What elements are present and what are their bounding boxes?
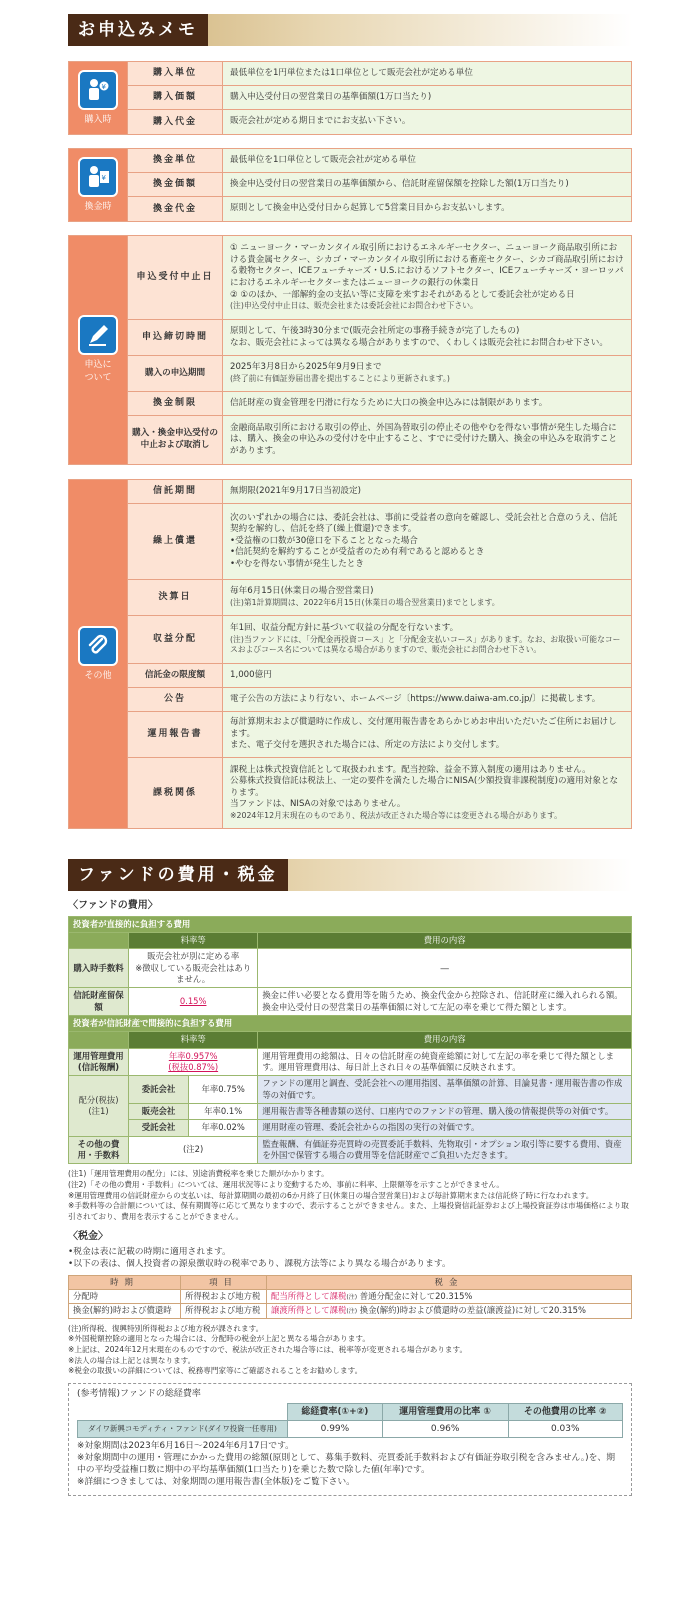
apply-block <box>68 235 632 465</box>
other-side: その他 <box>69 480 127 828</box>
section-header-fees <box>68 859 632 891</box>
table-row: 繰上償還 次のいずれかの場合には、委託会社は、事前に受益者の意向を確認し、受託会社と合意のうえ、信託契約を解約し、信託を終了(繰上償還)できます。 •受益権の口数が30億口を下ることとなった場合 •信託契約を解約することが受益者のため有利であると認めるとき •やむを得ない事情が発生したとき <box>127 504 631 580</box>
pen-icon <box>78 315 118 355</box>
svg-text:¥: ¥ <box>101 173 106 182</box>
tax-heading: 〈税金〉 <box>68 1231 108 1243</box>
table-row: 運用報告書 毎計算期末および償還時に作成し、交付運用報告書をあらかじめお申出いただいたご住所にお届けします。 また、電子交付を選択された場合には、所定の方法により交付します。 <box>127 712 631 758</box>
table-row: 購入単位 最低単位を1円単位または1口単位として販売会社が定める単位 <box>127 62 631 86</box>
table-row: 申込締切時間 原則として、午後3時30分まで(販売会社所定の事務手続きが完了したもの) なお、販売会社によっては異なる場合がありますので、くわしくは販売会社にお問合わせ下さい。 <box>127 320 631 356</box>
apply-side: 申込に ついて <box>69 236 127 464</box>
section-title: お申込みメモ <box>68 14 208 46</box>
buy-block <box>68 61 632 135</box>
fees-heading: 〈ファンドの費用〉 <box>68 900 158 911</box>
table-row: 信託金の限度額 1,000億円 <box>127 664 631 688</box>
buy-side: ¥ 購入時 <box>69 62 127 134</box>
table-row: 換金制限 信託財産の資金管理を円滑に行なうために大口の換金申込みには制限があります。 <box>127 392 631 416</box>
table-row: 公告 電子公告の方法により行ない、ホームページ〔https://www.daiwa-am.co.jp/〕に掲載します。 <box>127 688 631 712</box>
redemption-icon <box>78 157 118 197</box>
table-row: 換金代金 原則として換金申込受付日から起算して5営業日目からお支払いします。 <box>127 197 631 221</box>
table-row: 購入の申込期間 2025年3月8日から2025年9月9日まで (終了前に有価証券届出書を提出することにより更新されます。) <box>127 356 631 392</box>
table-row: 課税関係 課税上は株式投資信託として取扱われます。配当控除、益金不算入制度の適用はありません。 公募株式投資信託は税法上、一定の要件を満たした場合にNISA(少額投資非課税制度)の適用対象となります。 当ファンドは、NISAの対象ではありません。 ※2024年12月末現在のものであり、税法が改正された場合等には変更される場合があります。 <box>127 758 631 828</box>
other-block <box>68 479 632 829</box>
svg-text:¥: ¥ <box>101 82 106 91</box>
table-row: 決算日 毎年6月15日(休業日の場合翌営業日) (注)第1計算期間は、2022年6月15日(休業日の場合翌営業日)までとします。 <box>127 580 631 616</box>
expense-ratio-table: 総経費率(①+②) 運用管理費用の比率 ① その他費用の比率 ② ダイワ新興コモディティ・ファンド(ダイワ投資一任専用) 0.99% 0.96% 0.03% <box>77 1403 623 1438</box>
paperclip-icon <box>78 626 118 666</box>
table-row: 購入代金 販売会社が定める期日までにお支払い下さい。 <box>127 110 631 134</box>
table-row: 収益分配 年1回、収益分配方針に基づいて収益の分配を行ないます。 (注)当ファンドには、「分配金再投資コース」と「分配金支払いコース」があります。なお、お取扱い可能なコースおよびコース名については異なる場合がありますので、販売会社にお問合わせ下さい。 <box>127 616 631 664</box>
table-row: 換金価額 換金申込受付日の翌営業日の基準価額から、信託財産留保額を控除した額(1万口当たり) <box>127 173 631 197</box>
section-header-memo <box>68 14 632 46</box>
table-row: 申込受付中止日 ① ニューヨーク・マーカンタイル取引所におけるエネルギーセクター、ニューヨーク商品取引所における貴金属セクター、シカゴ・マーカンタイル取引所における畜産セクター、シカゴ商品取引所における穀物セクター、ICEフューチャーズ・U.S.におけるソフトセクター、ICEフューチャーズ・ヨーロッパにおけるエネルギーセクターまたはニューヨークの銀行の休業日 ② ①のほか、一部解約金の支払い等に支障を来すおそれがあるとして委託会社が定める日 (注)申込受付中止日は、販売会社または委託会社にお問合わせ下さい。 <box>127 236 631 320</box>
tax-table: 時期 項目 税金 分配時 所得税および地方税 配当所得として課税(注) 普通分配金に対して20.315% 換金(解約)時および償還時 所得税および地方税 譲渡所得として課税(注) 換金(解約)時および償還時の差益(譲渡益)に対して20.315% <box>68 1275 632 1319</box>
table-row: 換金単位 最低単位を1口単位として販売会社が定める単位 <box>127 149 631 173</box>
sell-block <box>68 148 632 222</box>
purchase-icon <box>78 70 118 110</box>
expense-ratio-box: (参考情報)ファンドの総経費率 総経費率(①+②) 運用管理費用の比率 ① その他費用の比率 ② ダイワ新興コモディティ・ファンド(ダイワ投資一任専用) 0.99% 0.96% 0.03% ※対象期間は2023年6月16日〜2024年6月17日です。 ※対象期間中の運用・管理にかかった費用の総額(原則として、募集手数料、売買委託手数料および有価証券取引税を含みません。)を、期中の平均受益権口数に期中の平均基準価額(1口当たり)を乗じた数で除した値(年率)です。 ※詳細につきましては、対象期間の運用報告書(全体版)をご覧下さい。 <box>68 1383 632 1496</box>
fee-table: 投資者が直接的に負担する費用 料率等 費用の内容 購入時手数料 販売会社が別に定める率 ※徴収している販売会社はありません。 ― 信託財産留保額 0.15% 換金に伴い必要となる費用等を賄うため、換金代金から控除され、信託財産に繰入れられる額。換金申込受付日の翌営業日の基準価額に対して左記の率を乗じて得た額とします。 投資者が信託財産で間接的に負担する費用 料率等 費用の内容 運用管理費用(信託報酬) 年率0.957% (税抜0.87%) 運用管理費用の総額は、日々の信託財産の純資産総額に対して左記の率を乗じて得た額とします。運用管理費用は、毎日計上され日々の基準価額に反映されます。 配分(税抜)(注1) 委託会社 年率0.75% ファンドの運用と調査、受託会社への運用指図、基準価額の計算、目論見書・運用報告書の作成等の対価です。 販売会社 年率0.1% 運用報告書等各種書類の送付、口座内でのファンドの管理、購入後の情報提供等の対価です。 受託会社 年率0.02% 運用財産の管理、委託会社からの指図の実行の対価です。 その他の費用・手数料 (注2) 監査報酬、有価証券売買時の売買委託手数料、先物取引・オプション取引等に要する費用、資産を外国で保管する場合の費用等を信託財産でご負担いただきます。 <box>68 916 632 1165</box>
section-title: ファンドの費用・税金 <box>68 859 288 891</box>
sell-side: ¥ 換金時 <box>69 149 127 221</box>
table-row: 購入・換金申込受付の中止および取消し 金融商品取引所における取引の停止、外国為替取引の停止その他やむを得ない事情が発生した場合には、購入、換金の申込みの受付けを中止すること、すでに受付けた購入、換金の申込みを取消すことがあります。 <box>127 416 631 464</box>
table-row: 信託期間 無期限(2021年9月17日当初設定) <box>127 480 631 504</box>
table-row: 購入価額 購入申込受付日の翌営業日の基準価額(1万口当たり) <box>127 86 631 110</box>
